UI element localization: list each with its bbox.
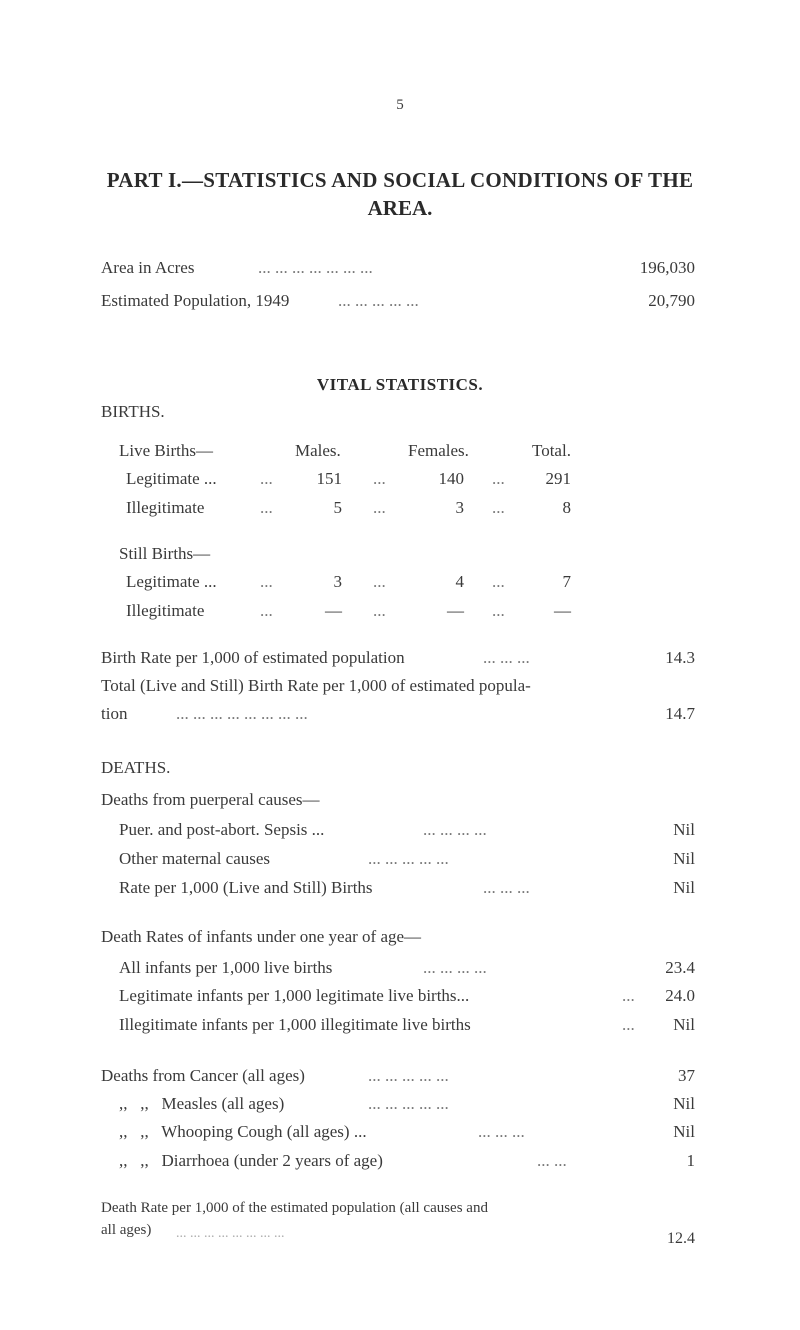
- population-label: Estimated Population, 1949: [101, 291, 290, 310]
- live-births-label: Live Births—: [119, 441, 213, 460]
- vital-statistics-heading: VITAL STATISTICS.: [316, 375, 484, 394]
- males-value: —: [325, 601, 342, 620]
- row-label: Legitimate ...: [126, 469, 217, 488]
- row-dots: ... ...: [537, 1151, 567, 1170]
- row-value: Nil: [673, 849, 695, 868]
- row-dots: ...: [373, 601, 386, 620]
- row-dots: ...: [373, 572, 386, 591]
- row-label: ,, ,, Diarrhoea (under 2 years of age): [119, 1151, 383, 1170]
- row-dots: ... ... ... ... ...: [368, 849, 449, 868]
- birth-rate-dots: ... ... ...: [483, 648, 530, 667]
- row-value: 1: [686, 1151, 695, 1170]
- row-dots: ... ... ...: [478, 1122, 525, 1141]
- total-birth-rate-dots: ... ... ... ... ... ... ... ...: [176, 704, 308, 723]
- females-value: —: [447, 601, 464, 620]
- deaths-heading: DEATHS.: [101, 758, 171, 777]
- death-rate-value: 12.4: [667, 1230, 695, 1247]
- row-label: Deaths from Cancer (all ages): [101, 1066, 305, 1085]
- row-value: Nil: [673, 1094, 695, 1113]
- row-label: Other maternal causes: [119, 849, 271, 868]
- col-males-header: Males.: [295, 441, 341, 460]
- total-value: 7: [562, 572, 571, 591]
- row-label: Legitimate ...: [126, 572, 217, 591]
- total-birth-rate-label-line-1: Total (Live and Still) Birth Rate per 1,000 of estimated popula-: [101, 676, 531, 695]
- row-dots: ... ... ... ... ...: [368, 1094, 449, 1113]
- area-value: 196,030: [639, 258, 695, 277]
- row-dots: ... ... ... ... ...: [368, 1066, 449, 1085]
- row-dots: ...: [492, 572, 505, 591]
- row-label: ,, ,, Whooping Cough (all ages) ...: [119, 1122, 367, 1141]
- population-value: 20,790: [648, 291, 695, 310]
- row-dots: ...: [260, 601, 273, 620]
- page-title-line-2: AREA.: [367, 196, 433, 220]
- infant-rates-label: Death Rates of infants under one year of age—: [101, 927, 422, 946]
- females-value: 4: [455, 572, 464, 591]
- death-rate-label-line-2: all ages): [101, 1222, 152, 1238]
- males-value: 151: [316, 469, 342, 488]
- death-rate-dots: ... ... ... ... ... ... ... ...: [176, 1226, 285, 1241]
- row-value: Nil: [673, 1015, 695, 1034]
- row-value: 23.4: [665, 958, 695, 977]
- row-label: Legitimate infants per 1,000 legitimate live births...: [119, 986, 470, 1005]
- row-value: Nil: [673, 820, 695, 839]
- row-label: Puer. and post-abort. Sepsis ...: [119, 820, 325, 839]
- page-title-line-1: PART I.—STATISTICS AND SOCIAL CONDITIONS OF THE: [106, 168, 694, 192]
- row-value: Nil: [673, 878, 695, 897]
- males-value: 3: [333, 572, 342, 591]
- row-dots: ... ... ... ...: [423, 958, 487, 977]
- total-birth-rate-value: 14.7: [665, 704, 695, 723]
- row-dots: ...: [492, 469, 505, 488]
- total-value: —: [554, 601, 571, 620]
- still-births-label: Still Births—: [119, 544, 211, 563]
- area-dots: ... ... ... ... ... ... ...: [258, 258, 373, 277]
- row-label: Illegitimate: [126, 498, 205, 517]
- row-label: All infants per 1,000 live births: [119, 958, 333, 977]
- row-label: ,, ,, Measles (all ages): [119, 1094, 285, 1113]
- total-value: 8: [562, 498, 571, 517]
- row-label: Illegitimate: [126, 601, 205, 620]
- total-value: 291: [545, 469, 571, 488]
- page-number: 5: [396, 97, 404, 113]
- area-label: Area in Acres: [101, 258, 195, 277]
- row-dots: ... ... ... ...: [423, 820, 487, 839]
- row-label: Illegitimate infants per 1,000 illegitimate live births: [119, 1015, 471, 1034]
- row-dots: ...: [260, 572, 273, 591]
- col-total-header: Total.: [532, 441, 571, 460]
- row-dots: ...: [622, 986, 635, 1005]
- row-dots: ...: [492, 601, 505, 620]
- birth-rate-value: 14.3: [665, 648, 695, 667]
- row-dots: ...: [260, 469, 273, 488]
- total-birth-rate-label-line-2: tion: [101, 704, 128, 723]
- population-dots: ... ... ... ... ...: [338, 291, 419, 310]
- females-value: 140: [438, 469, 464, 488]
- row-dots: ...: [492, 498, 505, 517]
- puerperal-label: Deaths from puerperal causes—: [101, 790, 320, 809]
- row-dots: ... ... ...: [483, 878, 530, 897]
- row-dots: ...: [373, 469, 386, 488]
- row-dots: ...: [622, 1015, 635, 1034]
- row-value: Nil: [673, 1122, 695, 1141]
- row-dots: ...: [260, 498, 273, 517]
- females-value: 3: [455, 498, 464, 517]
- row-value: 24.0: [665, 986, 695, 1005]
- col-females-header: Females.: [408, 441, 469, 460]
- row-label: Rate per 1,000 (Live and Still) Births: [119, 878, 373, 897]
- males-value: 5: [333, 498, 342, 517]
- births-heading: BIRTHS.: [101, 402, 165, 421]
- birth-rate-label: Birth Rate per 1,000 of estimated population: [101, 648, 405, 667]
- row-dots: ...: [373, 498, 386, 517]
- row-value: 37: [678, 1066, 695, 1085]
- death-rate-label-line-1: Death Rate per 1,000 of the estimated population (all causes and: [101, 1200, 488, 1216]
